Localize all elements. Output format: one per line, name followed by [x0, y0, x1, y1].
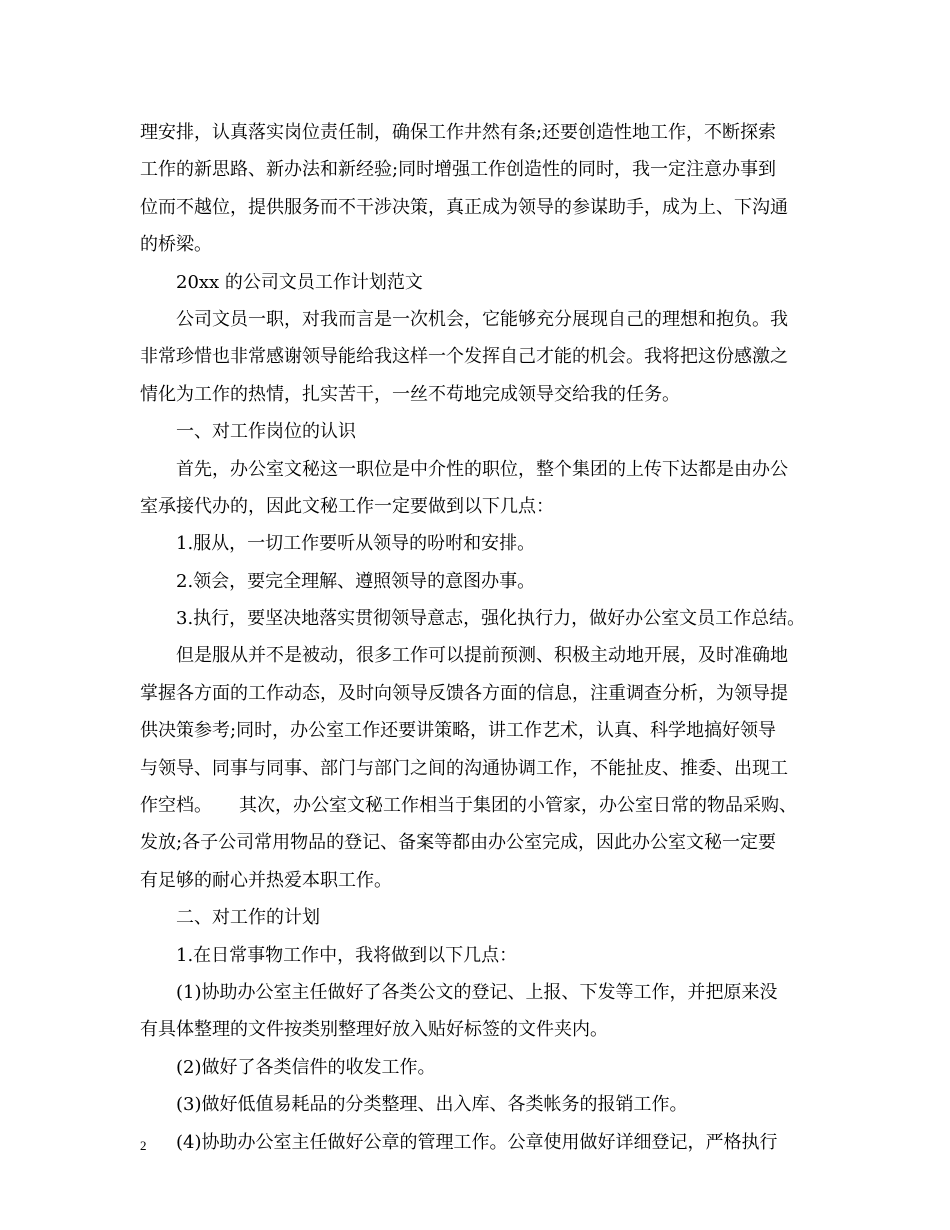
text-line: 的桥梁。	[140, 234, 212, 256]
text-line: 情化为工作的热情，扎实苦干，一丝不苟地完成领导交给我的任务。	[140, 383, 680, 405]
text-line: 供决策参考;同时，办公室工作还要讲策略，讲工作艺术，认真、科学地搞好领导	[140, 720, 777, 742]
text-line: 理安排，认真落实岗位责任制，确保工作井然有条;还要创造性地工作，不断探索	[140, 122, 777, 143]
text-line: 有足够的耐心并热爱本职工作。	[140, 869, 392, 891]
text-line: 3.执行，要坚决地落实贯彻领导意志，强化执行力，做好办公室文员工作总结。	[176, 608, 806, 630]
text-line: 工作的新思路、新办法和新经验;同时增强工作创造性的同时，我一定注意办事到	[140, 159, 777, 181]
text-line: (4)协助办公室主任做好公章的管理工作。公章使用做好详细登记，严格执行	[176, 1131, 778, 1153]
text-line: 室承接代办的，因此文秘工作一定要做到以下几点：	[140, 495, 554, 517]
text-line: 掌握各方面的工作动态，及时向领导反馈各方面的信息，注重调查分析，为领导提	[140, 682, 788, 704]
text-line: (3)做好低值易耗品的分类整理、出入库、各类帐务的报销工作。	[176, 1094, 688, 1116]
page-number: 2	[140, 1138, 147, 1153]
text-line: 与领导、同事与同事、部门与部门之间的沟通协调工作，不能扯皮、推委、出现工	[140, 757, 788, 779]
text-line: 作空档。 其次，办公室文秘工作相当于集团的小管家，办公室日常的物品采购、	[140, 795, 797, 817]
text-line: (1)协助办公室主任做好了各类公文的登记、上报、下发等工作，并把原来没	[176, 981, 778, 1003]
text-line: 位而不越位，提供服务而不干涉决策，真正成为领导的参谋助手，成为上、下沟通	[140, 196, 788, 218]
text-line: 有具体整理的文件按类别整理好放入贴好标签的文件夹内。	[140, 1019, 608, 1041]
text-line: 发放;各子公司常用物品的登记、备案等都由办公室完成，因此办公室文秘一定要	[140, 832, 777, 854]
text-line: 一、对工作岗位的认识	[176, 421, 356, 443]
text-line: 非常珍惜也非常感谢领导能给我这样一个发挥自己才能的机会。我将把这份感激之	[140, 346, 788, 368]
text-line: 但是服从并不是被动，很多工作可以提前预测、积极主动地开展，及时准确地	[176, 645, 788, 667]
text-line: 20xx 的公司文员工作计划范文	[176, 271, 423, 293]
text-line: 1.在日常事物工作中，我将做到以下几点：	[176, 944, 518, 966]
text-line: (2)做好了各类信件的收发工作。	[176, 1056, 436, 1078]
text-line: 首先，办公室文秘这一职位是中介性的职位，整个集团的上传下达都是由办公	[176, 458, 788, 480]
text-line: 二、对工作的计划	[176, 907, 320, 929]
text-line: 公司文员一职，对我而言是一次机会，它能够充分展现自己的理想和抱负。我	[176, 308, 788, 330]
text-line: 1.服从，一切工作要听从领导的吩咐和安排。	[176, 533, 536, 555]
body-text	[140, 114, 820, 1161]
text-line: 2.领会，要完全理解、遵照领导的意图办事。	[176, 570, 536, 592]
